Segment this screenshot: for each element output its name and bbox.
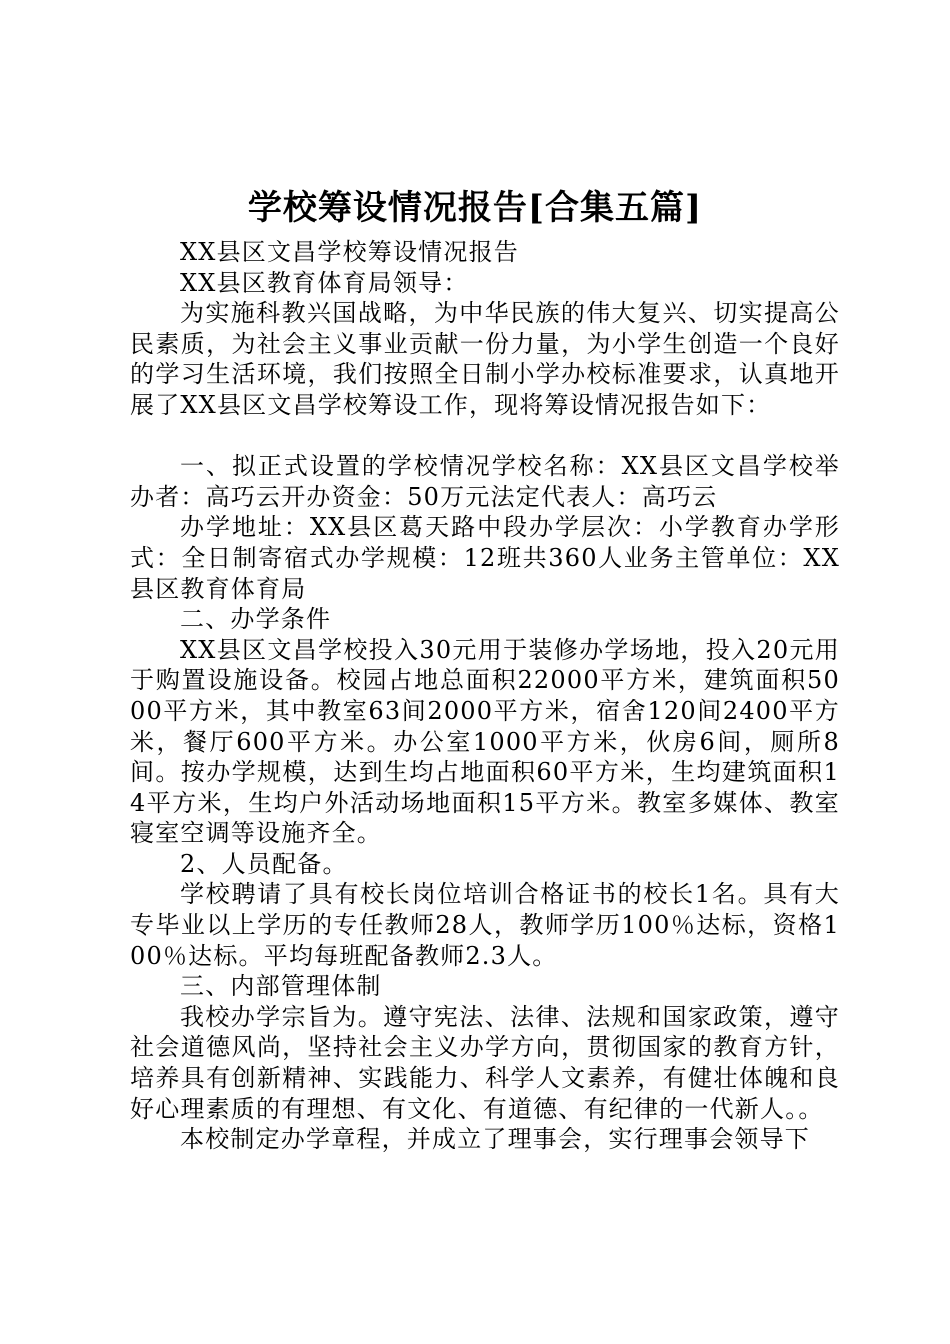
- blank-line: [130, 421, 840, 452]
- intro-paragraph: 为实施科教兴国战略，为中华民族的伟大复兴、切实提高公民素质，为社会主义事业贡献一份力量，为小学生创造一个良好的学习生活环境，我们按照全日制小学办校标准要求，认真地开展了XX县区文昌学校筹设工作，现将筹设情况报告如下：: [130, 299, 840, 419]
- salutation: XX县区教育体育局领导：: [180, 268, 469, 297]
- report-heading-line: XX县区文昌学校筹设情况报告: [180, 238, 519, 266]
- document-body: [130, 237, 840, 1155]
- document-title: 学校筹设情况报告[合集五篇]: [247, 188, 703, 228]
- charter-paragraph: 本校制定办学章程，并成立了理事会，实行理事会领导下: [180, 1125, 810, 1154]
- staffing-paragraph: 学校聘请了具有校长岗位培训合格证书的校长1名。具有大专毕业以上学历的专任教师28人，教师学历100％达标，资格100％达标。平均每班配备教师2.3人。: [130, 880, 840, 970]
- school-address-paragraph: 办学地址：XX县区葛天路中段办学层次：小学教育办学形式：全日制寄宿式办学规模：12班共360人业务主管单位：XX县区教育体育局: [130, 513, 840, 603]
- section-heading-conditions: 二、办学条件: [180, 605, 332, 634]
- section-heading-staffing: 2、人员配备。: [180, 849, 348, 878]
- section-heading-management: 三、内部管理体制: [180, 972, 382, 1001]
- section-school-info: 一、拟正式设置的学校情况学校名称：XX县区文昌学校举办者：高巧云开办资金：50万元法定代表人：高巧云: [130, 452, 840, 511]
- conditions-paragraph: XX县区文昌学校投入30元用于装修办学场地，投入20元用于购置设施设备。校园占地总面积22000平方米，建筑面积5000平方米，其中教室63间2000平方米，宿舍120间2400平方米，餐厅600平方米。办公室1000平方米，伙房6间，厕所8间。按办学规模，达到生均占地面积60平方米，生均建筑面积14平方米，生均户外活动场地面积15平方米。教室多媒体、教室寝室空调等设施齐全。: [130, 635, 840, 848]
- mission-paragraph: 我校办学宗旨为。遵守宪法、法律、法规和国家政策，遵守社会道德风尚，坚持社会主义办学方向，贯彻国家的教育方针，培养具有创新精神、实践能力、科学人文素养，有健壮体魄和良好心理素质的有理想、有文化、有道德、有纪律的一代新人。。: [130, 1002, 840, 1123]
